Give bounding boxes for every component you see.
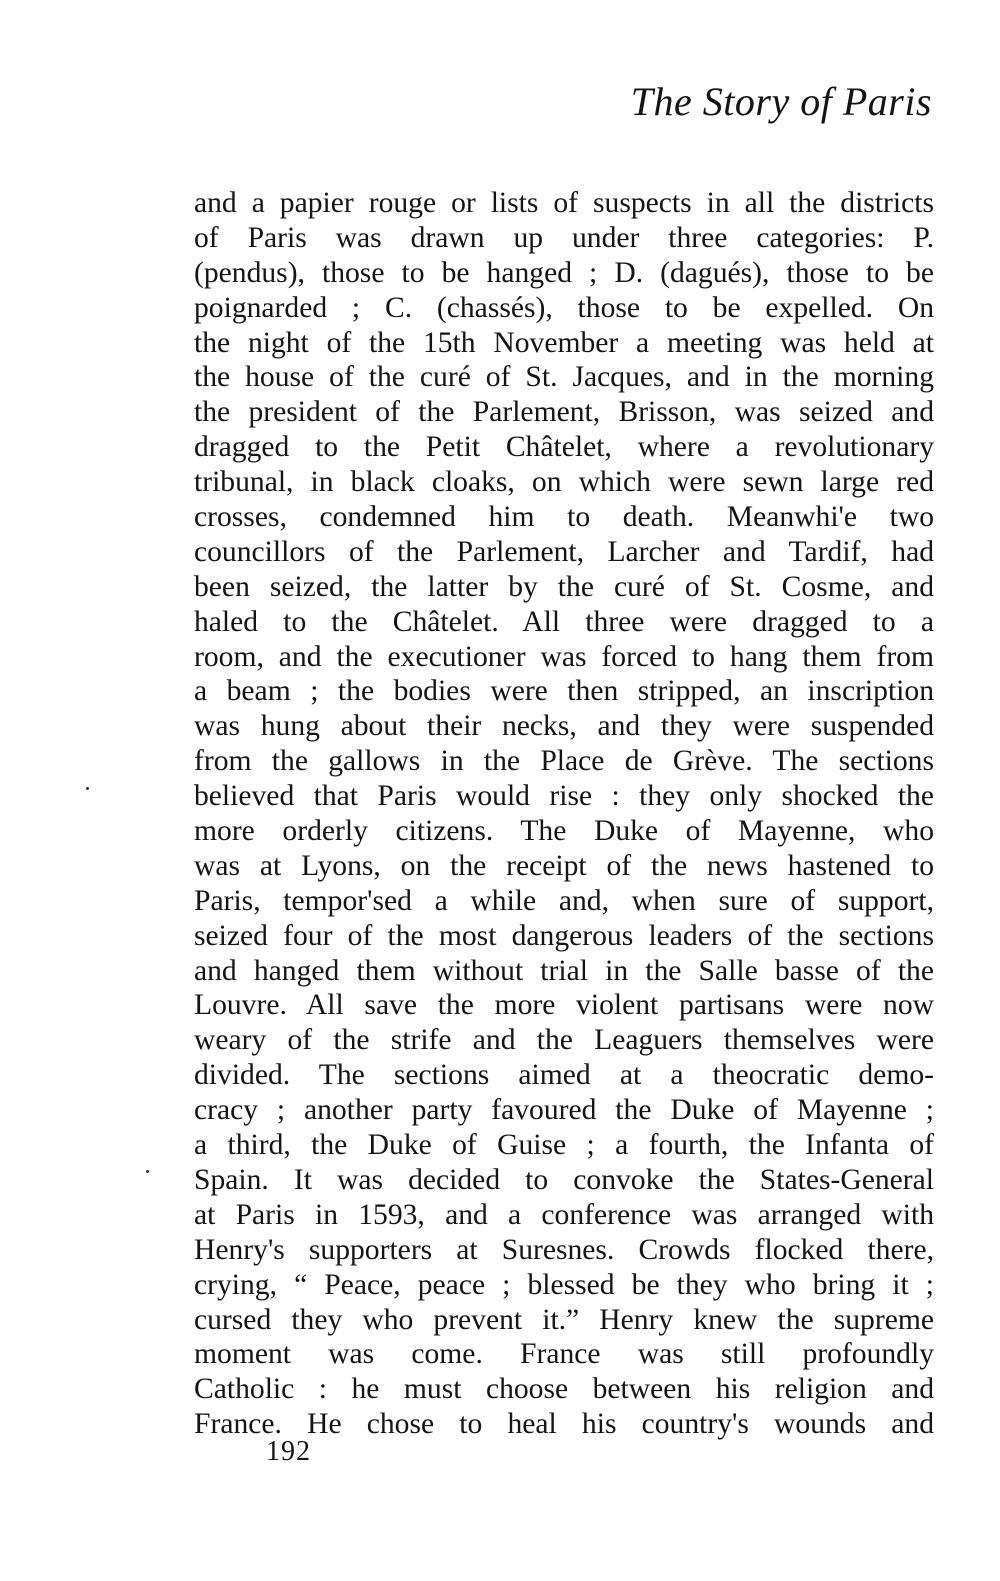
text-line: been seized, the latter by the curé of St. Cosme, and bbox=[194, 570, 934, 603]
text-line: cracy ; another party favoured the Duke of Mayenne ; bbox=[194, 1094, 934, 1127]
text-line: cursed they who prevent it.” Henry knew the supreme bbox=[194, 1303, 934, 1336]
text-line: Louvre. All save the more violent partisans were now bbox=[194, 989, 934, 1022]
text-line: weary of the strife and the Leaguers themselves were bbox=[194, 1024, 934, 1057]
text-line: Henry's supporters at Suresnes. Crowds flocked there, bbox=[194, 1233, 934, 1266]
text-line: crosses, condemned him to death. Meanwhi'e two bbox=[194, 501, 934, 534]
text-line: at Paris in 1593, and a conference was arranged with bbox=[194, 1198, 934, 1231]
text-line: believed that Paris would rise : they only shocked the bbox=[194, 780, 934, 813]
text-line: seized four of the most dangerous leaders of the sections bbox=[194, 919, 934, 952]
text-line: room, and the executioner was forced to hang them from bbox=[194, 640, 934, 673]
text-line: poignarded ; C. (chassés), those to be expelled. On bbox=[194, 291, 934, 324]
text-line: (pendus), those to be hanged ; D. (dagués), those to be bbox=[194, 256, 934, 289]
body-text bbox=[194, 186, 934, 1442]
text-line: dragged to the Petit Châtelet, where a revolutionary bbox=[194, 431, 934, 464]
text-line: and a papier rouge or lists of suspects in all the districts bbox=[194, 187, 934, 219]
text-line: tribunal, in black cloaks, on which were sewn large red bbox=[194, 466, 934, 499]
text-line: the house of the curé of St. Jacques, and in the morning bbox=[194, 361, 934, 394]
scan-speck bbox=[86, 787, 89, 790]
text-line: divided. The sections aimed at a theocratic demo- bbox=[194, 1059, 934, 1092]
text-line: Catholic : he must choose between his religion and bbox=[194, 1373, 934, 1406]
text-line: the president of the Parlement, Brisson, was seized and bbox=[194, 396, 934, 429]
text-line: haled to the Châtelet. All three were dragged to a bbox=[194, 605, 934, 638]
scan-speck bbox=[146, 1170, 149, 1173]
text-line: moment was come. France was still profoundly bbox=[194, 1338, 934, 1371]
running-head: The Story of Paris bbox=[630, 79, 932, 124]
text-line: Spain. It was decided to convoke the States-General bbox=[194, 1163, 934, 1196]
text-line: was hung about their necks, and they were suspended bbox=[194, 710, 934, 743]
text-line: councillors of the Parlement, Larcher and Tardif, had bbox=[194, 535, 934, 568]
text-line: a beam ; the bodies were then stripped, an inscription bbox=[194, 675, 934, 708]
text-line: crying, “ Peace, peace ; blessed be they who bring it ; bbox=[194, 1268, 934, 1301]
text-line: and hanged them without trial in the Salle basse of the bbox=[194, 954, 934, 987]
text-line: a third, the Duke of Guise ; a fourth, the Infanta of bbox=[194, 1129, 934, 1162]
text-line: Paris, tempor'sed a while and, when sure of support, bbox=[194, 884, 934, 917]
text-line: from the gallows in the Place de Grève. The sections bbox=[194, 745, 934, 778]
page-number: 192 bbox=[266, 1436, 311, 1467]
text-line: of Paris was drawn up under three categories: P. bbox=[194, 221, 934, 254]
text-line: France. He chose to heal his country's wounds and bbox=[194, 1408, 934, 1441]
text-line: more orderly citizens. The Duke of Mayenne, who bbox=[194, 815, 934, 848]
text-line: was at Lyons, on the receipt of the news hastened to bbox=[194, 849, 934, 882]
text-line: the night of the 15th November a meeting was held at bbox=[194, 326, 934, 359]
